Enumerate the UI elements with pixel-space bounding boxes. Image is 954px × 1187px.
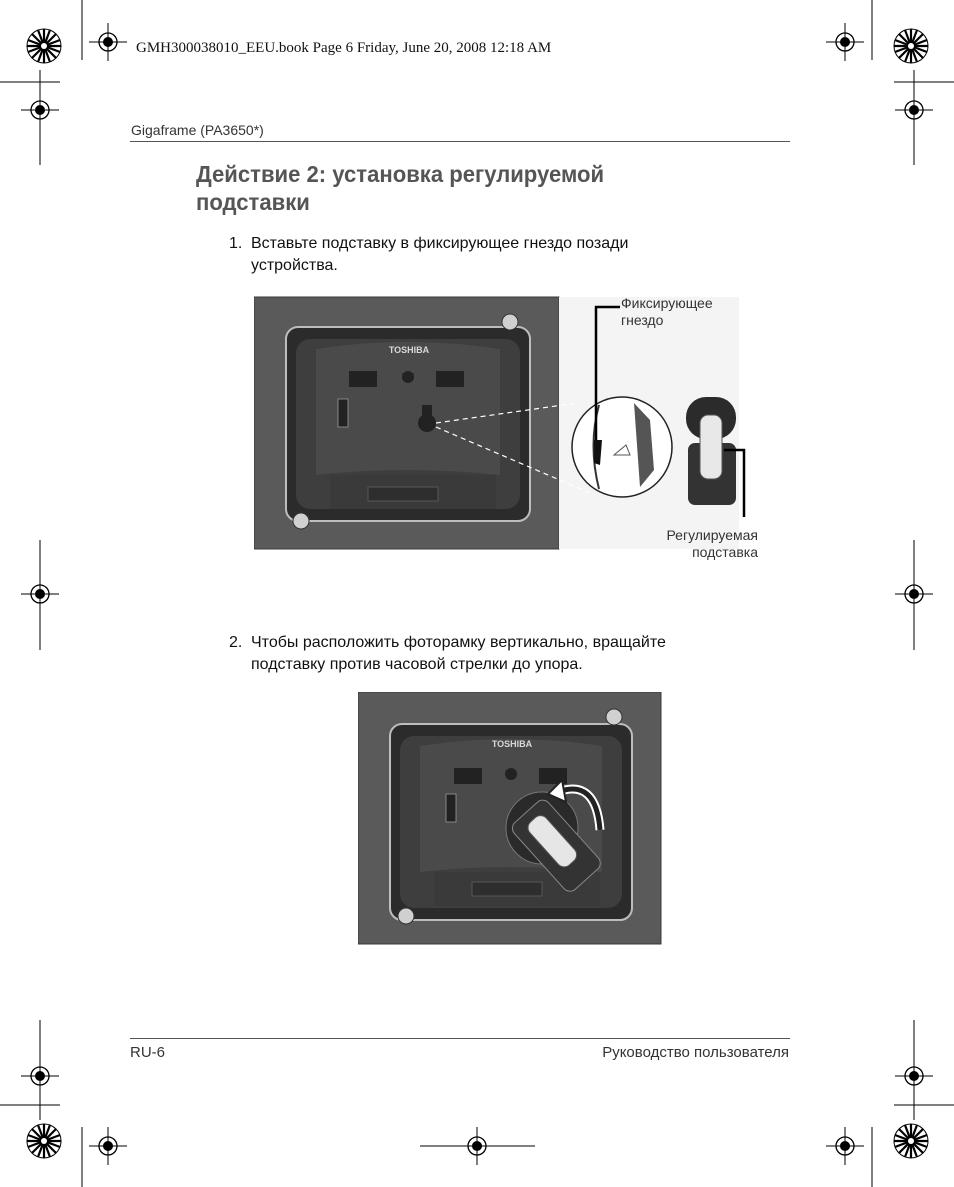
registration-mark-top-left — [27, 29, 61, 63]
figure-rotate-stand — [358, 692, 662, 945]
section-title-line-2: подставки — [196, 189, 310, 215]
step-number: 2. — [229, 634, 243, 651]
registration-mark-bottom-left — [27, 1124, 61, 1158]
section-title-line-1: Действие 2: установка регулируемой — [196, 161, 605, 187]
step-2 — [229, 632, 789, 676]
figure-insert-stand — [254, 295, 774, 565]
step-text: Чтобы расположить фоторамку вертикально, вращайте подставку против часовой стрелки до упора. — [251, 634, 666, 673]
brand-logo: TOSHIBA — [491, 739, 533, 749]
callout-locking-slot: Фиксирующее гнездо — [621, 295, 713, 328]
brand-logo: TOSHIBA — [388, 345, 430, 355]
print-slug: GMH300038010_EEU.book Page 6 Friday, June 20, 2008 12:18 AM — [136, 40, 552, 56]
step-number: 1. — [229, 235, 243, 252]
registration-mark-bottom-right — [894, 1124, 928, 1158]
callout-adjustable-stand: Регулируемая подставка — [666, 527, 758, 560]
registration-mark-top-right — [894, 29, 928, 63]
step-text: Вставьте подставку в фиксирующее гнездо позади устройства. — [251, 235, 629, 274]
step-1 — [229, 233, 789, 277]
footer-doc-title: Руководство пользователя — [602, 1044, 789, 1061]
running-header: Gigaframe (PA3650*) — [131, 122, 264, 138]
section-title — [196, 160, 734, 216]
footer-rule — [130, 1038, 790, 1039]
header-rule — [130, 141, 790, 142]
page-number: RU-6 — [130, 1044, 166, 1061]
